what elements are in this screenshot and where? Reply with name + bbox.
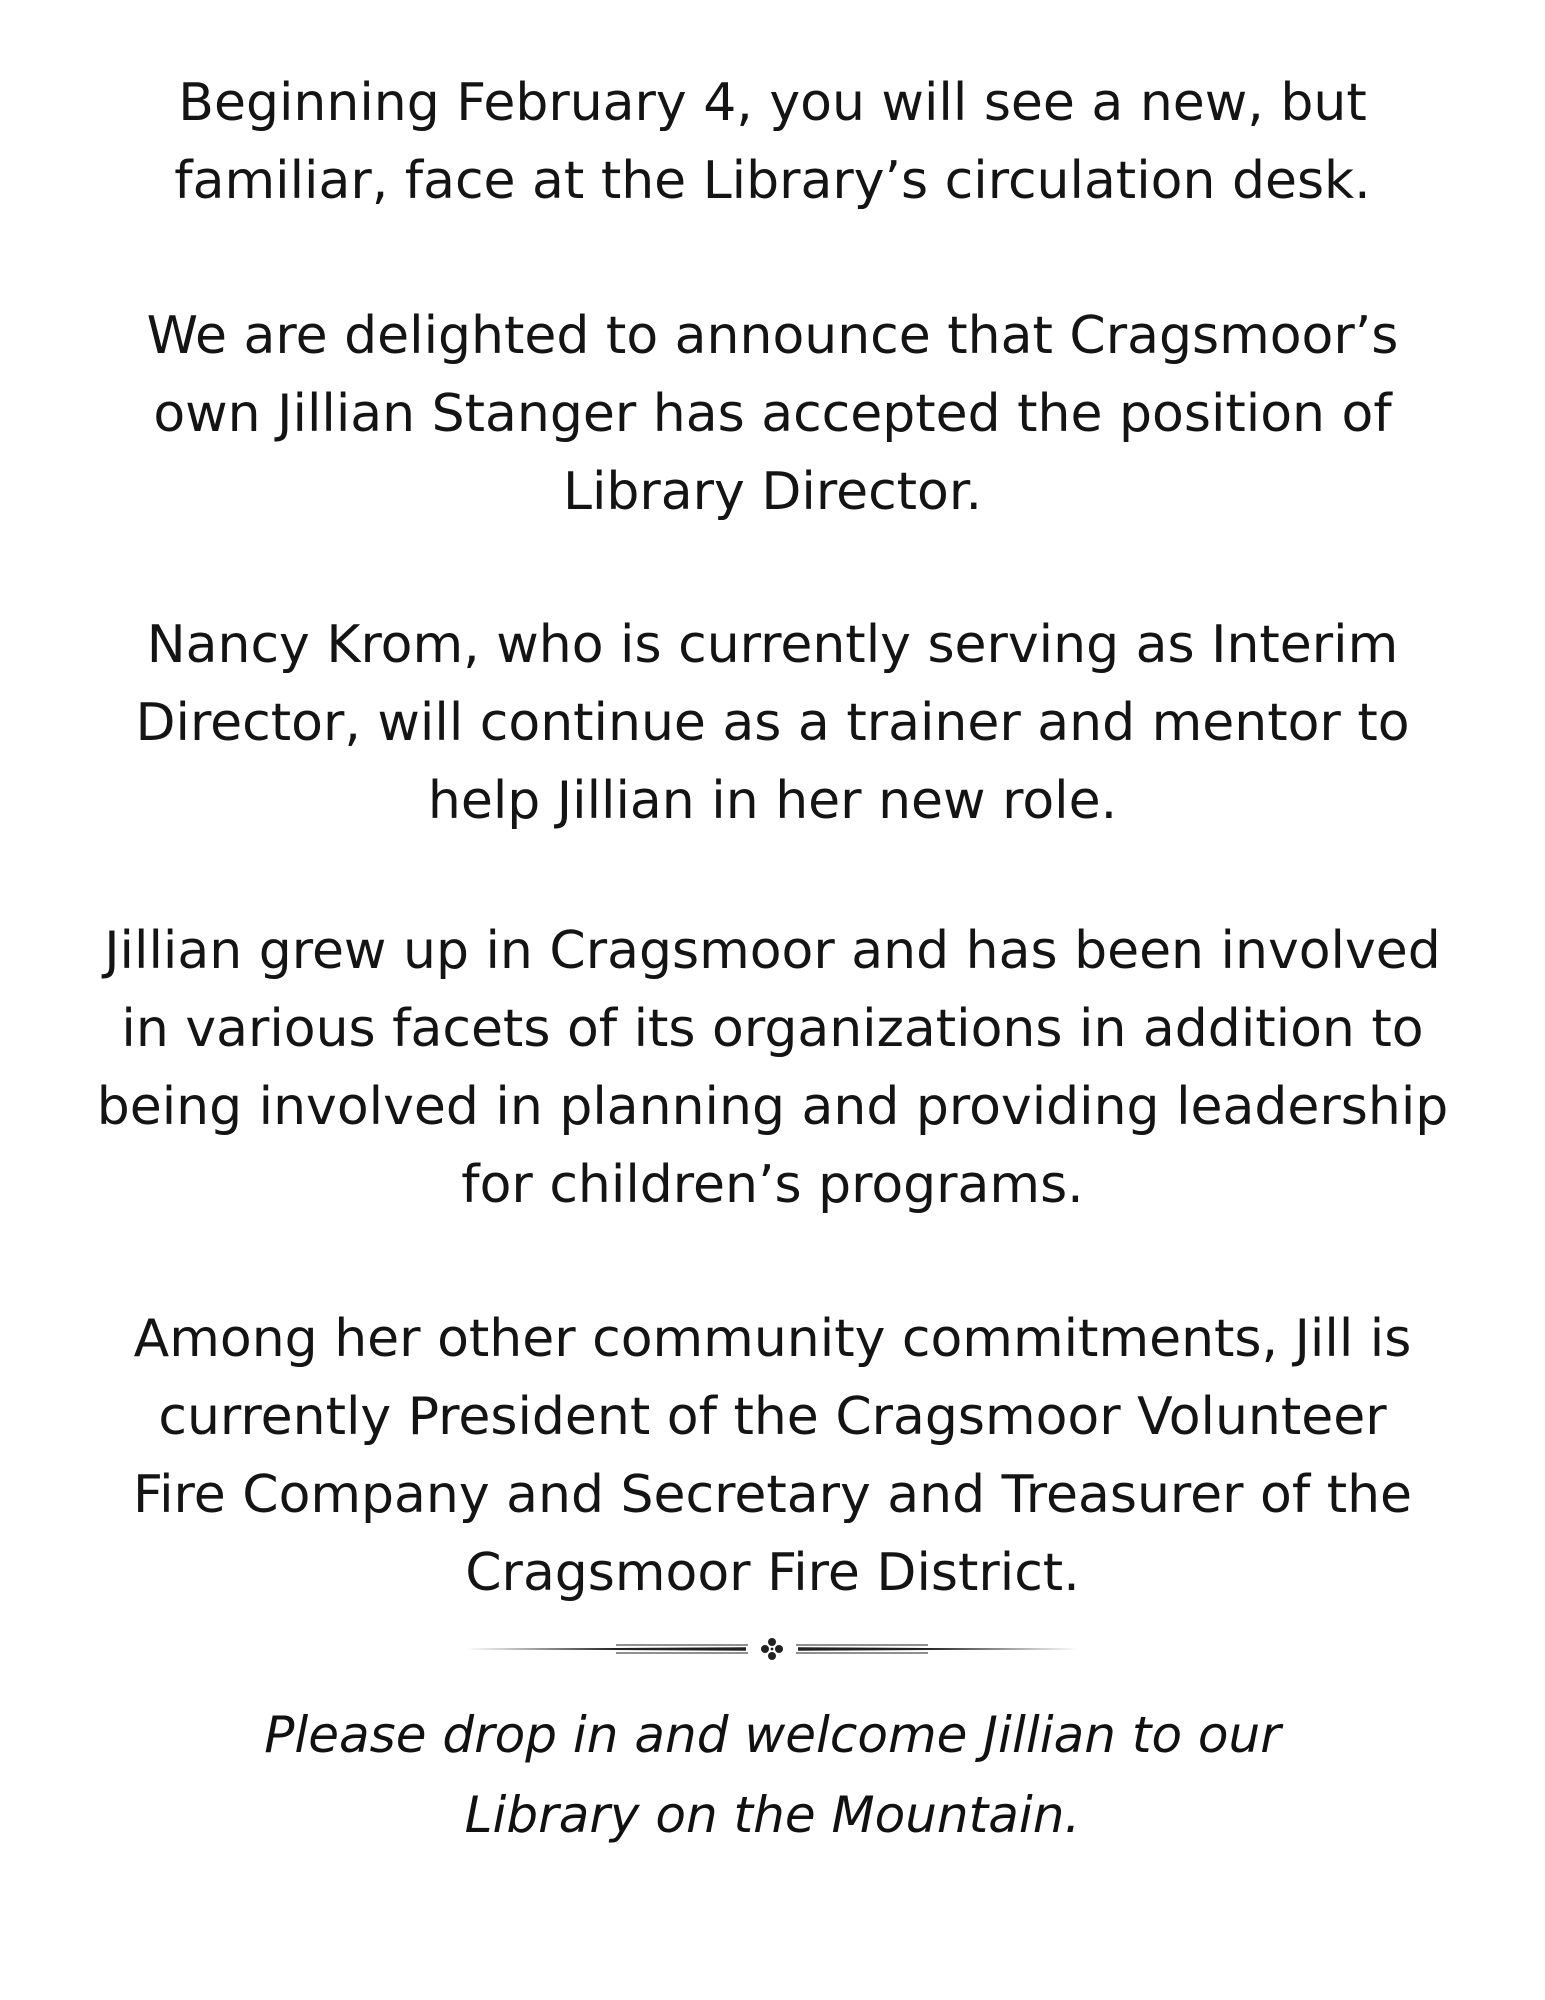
text-line: for children’s programs. xyxy=(461,1155,1084,1215)
paragraph-community xyxy=(60,1300,1485,1612)
text-line: Jillian grew up in Cragsmoor and has been involved xyxy=(104,921,1441,981)
text-line: Director, will continue as a trainer and mentor to xyxy=(135,693,1410,753)
text-line: familiar, face at the Library’s circulation desk. xyxy=(174,151,1371,211)
divider-rule-right xyxy=(798,1647,1078,1651)
text-line: help Jillian in her new role. xyxy=(427,771,1118,831)
text-line: Fire Company and Secretary and Treasurer of the xyxy=(132,1465,1413,1525)
paragraph-announcement xyxy=(60,297,1485,531)
text-line: Library Director. xyxy=(563,462,982,522)
paragraph-interim-director xyxy=(60,606,1485,840)
closing-invitation xyxy=(60,1695,1485,1855)
paragraph-background xyxy=(60,912,1485,1224)
text-line: own Jillian Stanger has accepted the position of xyxy=(153,384,1392,444)
closing-line: Please drop in and welcome Jillian to our xyxy=(264,1706,1281,1764)
paragraph-start-date xyxy=(60,64,1485,220)
divider-rule-left xyxy=(466,1647,746,1651)
text-line: Beginning February 4, you will see a new, but xyxy=(178,73,1367,133)
text-line: being involved in planning and providing leadership xyxy=(96,1077,1449,1137)
ornamental-divider xyxy=(466,1636,1078,1662)
fleuron-ornament-icon xyxy=(761,1638,783,1660)
text-line: We are delighted to announce that Cragsmoor’s xyxy=(146,306,1399,366)
text-line: in various facets of its organizations in addition to xyxy=(121,999,1424,1059)
text-line: Cragsmoor Fire District. xyxy=(465,1543,1080,1603)
text-line: currently President of the Cragsmoor Volunteer xyxy=(158,1387,1387,1447)
closing-line: Library on the Mountain. xyxy=(464,1786,1081,1844)
text-line: Nancy Krom, who is currently serving as Interim xyxy=(146,615,1399,675)
text-line: Among her other community commitments, Jill is xyxy=(133,1309,1412,1369)
